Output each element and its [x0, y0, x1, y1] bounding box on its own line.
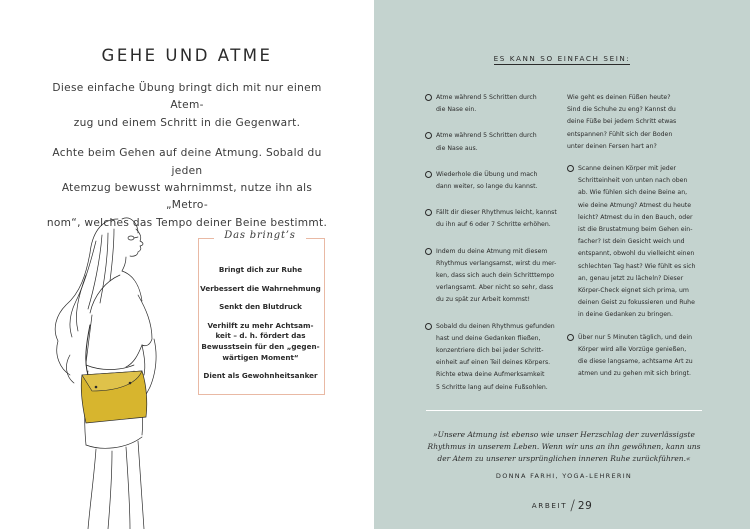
- circle-bullet-icon: [425, 248, 432, 255]
- step-line: Indem du deine Atmung mit diesem: [436, 247, 548, 255]
- section-kicker-text: ES KANN SO EINFACH SEIN:: [493, 54, 631, 63]
- step-line: Fällt dir dieser Rhythmus leicht, kannst: [436, 209, 557, 217]
- section-kicker: [374, 54, 750, 63]
- folio-section: ARBEIT: [531, 501, 568, 510]
- quote-line: Rhythmus in unserem Leben. Wenn wir uns an ihn gewöhnen, kann uns: [427, 442, 701, 451]
- circle-bullet-icon: [567, 165, 574, 172]
- intro-line: Atemzug bewusst wahrnimmst, nutze ihn als „Metro-: [61, 182, 313, 212]
- step-line: deine Füße bei jedem Schritt etwas: [567, 118, 677, 126]
- step-line: entspannt, obwohl du vielleicht einen: [578, 250, 695, 258]
- benefit-line: Verhilft zu mehr Achtsam-: [207, 320, 314, 330]
- step-line: Über nur 5 Minuten täglich, und dein: [578, 333, 693, 341]
- step-line: Körper wird alle Vorzüge genießen,: [578, 345, 687, 353]
- quote-divider: [426, 410, 702, 411]
- circle-bullet-icon: [425, 171, 432, 178]
- step-line: ken, dass sich auch dein Schritttempo: [436, 272, 555, 280]
- folio-slash-icon: /: [570, 498, 575, 514]
- step-line: Richte etwa deine Aufmerksamkeit: [436, 371, 545, 379]
- circle-bullet-icon: [425, 132, 432, 139]
- quote-attribution: DONNA FARHI, YOGA-LEHRERIN: [495, 472, 633, 480]
- benefits-box-title: Das bringt’s: [214, 230, 306, 241]
- benefit-item: Bringt dich zur Ruhe: [218, 265, 303, 274]
- step-line: die Nase ein.: [436, 106, 477, 114]
- step-item: [425, 321, 563, 394]
- steps-column-left: [425, 92, 563, 408]
- benefit-item: [199, 321, 322, 363]
- step-line: Atme während 5 Schritten durch: [436, 94, 537, 101]
- step-line: Schritteinheit von unten nach oben: [578, 177, 688, 185]
- page-folio: [374, 498, 750, 514]
- page-number: 29: [577, 500, 593, 512]
- step-line: 5 Schritte lang auf deine Fußsohlen.: [436, 383, 548, 391]
- step-line: in deine Gedanken zu bringen.: [578, 311, 673, 319]
- circle-bullet-icon: [425, 323, 432, 330]
- step-item: [425, 169, 563, 193]
- step-line: du zu spät zur Arbeit kommst!: [436, 296, 530, 304]
- step-item: [567, 332, 703, 381]
- step-line: die Nase aus.: [436, 144, 478, 152]
- step-line: Scanne deinen Körper mit jeder: [578, 165, 677, 173]
- page-title: GEHE UND ATME: [101, 46, 273, 65]
- step-line: entspannen? Fühlt sich der Boden: [567, 130, 673, 138]
- benefit-line: Bewusstsein für den „gegen-: [201, 341, 320, 351]
- step-line: unter deinen Fersen hart an?: [567, 142, 657, 150]
- step-line: Wiederhole die Übung und mach: [436, 170, 538, 178]
- step-line: hast und deine Gedanken fließen,: [436, 334, 541, 342]
- woman-with-yellow-bag-illustration: [30, 205, 200, 529]
- step-line: ab. Wie fühlen sich deine Beine an,: [578, 189, 688, 197]
- benefit-line: wärtigen Moment“: [222, 352, 299, 362]
- continuation-paragraph: [567, 92, 703, 153]
- step-line: Körper-Check eignet sich prima, um: [578, 287, 689, 295]
- intro-line: nom“, welches das Tempo deiner Beine bestimmt.: [46, 216, 328, 229]
- step-line: Sobald du deinen Rhythmus gefunden: [436, 322, 555, 330]
- intro-paragraph-1: [40, 80, 334, 132]
- benefit-item: Senkt den Blutdruck: [219, 302, 302, 312]
- intro-line: Achte beim Gehen auf deine Atmung. Sobald du jeden: [52, 147, 322, 177]
- step-line: atmen und zu gehen mit sich bringt.: [578, 370, 691, 378]
- benefit-item: Dient als Gewohnheitsanker: [203, 371, 318, 381]
- step-line: schlechten Tag hast? Wie fühlt es sich: [578, 262, 696, 270]
- quote-line: der Atem zu unserer ursprünglichen inneren Ruhe zurückführen.«: [437, 454, 691, 463]
- step-line: du ihn auf 6 oder 7 Schritte erhöhen.: [436, 221, 551, 229]
- benefits-list: [199, 265, 322, 390]
- benefit-item: Verbessert die Wahrnehmung: [200, 283, 321, 293]
- circle-bullet-icon: [425, 209, 432, 216]
- step-line: die diese langsame, achtsame Art zu: [578, 358, 693, 366]
- left-page: [0, 0, 374, 529]
- step-item: [425, 130, 563, 154]
- step-item: [425, 207, 563, 231]
- intro-line: zug und einem Schritt in die Gegenwart.: [73, 116, 301, 129]
- step-item: [567, 163, 703, 322]
- step-line: Sind die Schuhe zu eng? Kannst du: [567, 106, 676, 114]
- circle-bullet-icon: [567, 334, 574, 341]
- step-line: Wie geht es deinen Füßen heute?: [567, 94, 671, 101]
- step-line: einheit auf einen Teil deines Körpers.: [436, 359, 551, 367]
- step-line: Atme während 5 Schritten durch: [436, 132, 537, 140]
- circle-bullet-icon: [425, 94, 432, 101]
- step-line: leicht? Atmest du in den Bauch, oder: [578, 213, 693, 221]
- quote-line: »Unsere Atmung ist ebenso wie unser Herzschlag der zuverlässigste: [433, 430, 695, 439]
- step-line: Rhythmus verlangsamst, wirst du mer-: [436, 259, 557, 267]
- intro-line: Diese einfache Übung bringt dich mit nur einem Atem-: [52, 82, 322, 112]
- pull-quote: [426, 429, 702, 465]
- step-line: deinen Geist zu fokussieren und Ruhe: [578, 299, 695, 307]
- step-line: verlangsamt. Aber nicht so sehr, dass: [436, 284, 554, 292]
- step-item: [425, 92, 563, 116]
- step-line: wie deine Atmung? Atmest du heute: [578, 201, 691, 209]
- step-line: dann weiter, so lange du kannst.: [436, 183, 538, 191]
- step-line: ist die Brustatmung beim Gehen ein-: [578, 226, 693, 234]
- step-line: konzentriere dich bei jeder Schritt-: [436, 347, 544, 355]
- benefit-line: keit – d. h. fördert das: [215, 331, 306, 341]
- steps-column-right: [567, 92, 703, 390]
- step-item: [425, 246, 563, 307]
- step-line: facher? Ist dein Gesicht weich und: [578, 238, 685, 246]
- step-line: an, genau jetzt zu lächeln? Dieser: [578, 274, 684, 282]
